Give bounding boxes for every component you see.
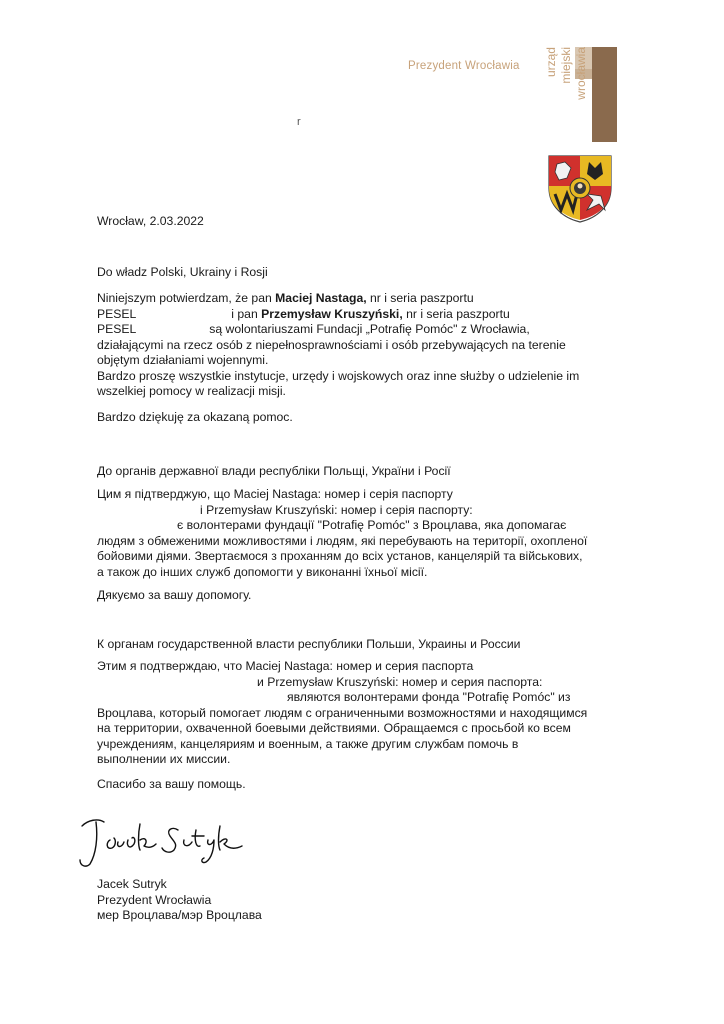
stray-mark: r	[297, 116, 301, 128]
ukrainian-line: людям з обмеженими можливостями і людям, які перебувають на території, охопленої	[97, 533, 588, 548]
russian-line: на территории, охваченной боевыми действиями. Обращаемся с просьбой ко всем	[97, 721, 571, 735]
polish-line: Niniejszym potwierdzam, że pan Maciej Nastaga, nr i seria paszportu	[97, 291, 474, 305]
letterhead-vertical-text	[543, 47, 593, 142]
ukrainian-line: і Przemysław Kruszyński: номер і серія паспорту:	[200, 502, 473, 517]
signatory-title: Prezydent Wrocławia	[97, 892, 212, 907]
polish-line: PESEL i pan Przemysław Kruszyński, nr i seria paszportu	[97, 306, 510, 321]
ukrainian-body	[97, 487, 627, 580]
polish-greeting: Do władz Polski, Ukrainy i Rosji	[97, 265, 268, 279]
letterhead-word: wrocławia	[574, 47, 588, 100]
ukrainian-thanks: Дякуємо за вашу допомогу.	[97, 588, 252, 602]
signatory-block	[97, 877, 262, 924]
letterhead-title: Prezydent Wrocławia	[408, 60, 520, 72]
letterhead-color-block	[592, 47, 617, 142]
handwritten-signature	[74, 812, 274, 872]
letterhead-word: miejski	[559, 47, 573, 84]
ukrainian-line: є волонтерами фундації "Potrafię Pomóc" з Вроцлава, яка допомагає	[177, 518, 567, 532]
signatory-name: Jacek Sutryk	[97, 877, 167, 891]
polish-line: objętym działaniami wojennymi.	[97, 353, 269, 367]
russian-header: К органам государственной власти республики Польши, Украины и России	[97, 637, 521, 651]
polish-line: wszelkiej pomocy w realizacji misji.	[97, 384, 286, 398]
ukrainian-line: Цим я підтверджую, що Maciej Nastaga: номер і серія паспорту	[97, 487, 453, 501]
russian-line: являются волонтерами фонда "Potrafię Pomóc" из	[287, 690, 571, 704]
russian-line: выполнении их миссии.	[97, 752, 231, 766]
russian-line: и Przemysław Kruszyński: номер и серия паспорта:	[257, 674, 543, 689]
ukrainian-line: а також до інших служб допомогти у виконанні їхньої місії.	[97, 564, 428, 579]
russian-line: учреждениям, канцеляриям и военным, а также другим службам помочь в	[97, 736, 519, 751]
russian-body	[97, 659, 627, 768]
city-coat-of-arms-icon	[543, 150, 617, 224]
signatory-title-cyrillic: мер Вроцлава/мэр Вроцлава	[97, 908, 262, 922]
polish-line: PESEL są wolontariuszami Fundacji „Potrafię Pomóc" z Wrocławia,	[97, 322, 530, 336]
ukrainian-header: До органів державної влади республіки Польщі, України і Росії	[97, 464, 451, 478]
polish-thanks: Bardzo dziękuję za okazaną pomoc.	[97, 410, 293, 424]
polish-line: działającymi na rzecz osób z niepełnosprawnościami i osób przebywających na terenie	[97, 337, 566, 352]
ukrainian-line: бойовими діями. Звертаємося з проханням до всіх установ, канцелярій та військових,	[97, 549, 583, 563]
polish-line: Bardzo proszę wszystkie instytucje, urzędy i wojskowych oraz inne służby o udzielenie im	[97, 368, 580, 383]
russian-line: Этим я подтверждаю, что Maciej Nastaga: номер и серия паспорта	[97, 659, 474, 673]
russian-line: Вроцлава, который помогает людям с ограниченными возможностями и находящимся	[97, 705, 588, 720]
russian-thanks: Спасибо за вашу помощь.	[97, 777, 246, 791]
letter-date: Wrocław, 2.03.2022	[97, 214, 204, 228]
polish-body	[97, 291, 627, 400]
letterhead-word: urząd	[544, 47, 558, 78]
